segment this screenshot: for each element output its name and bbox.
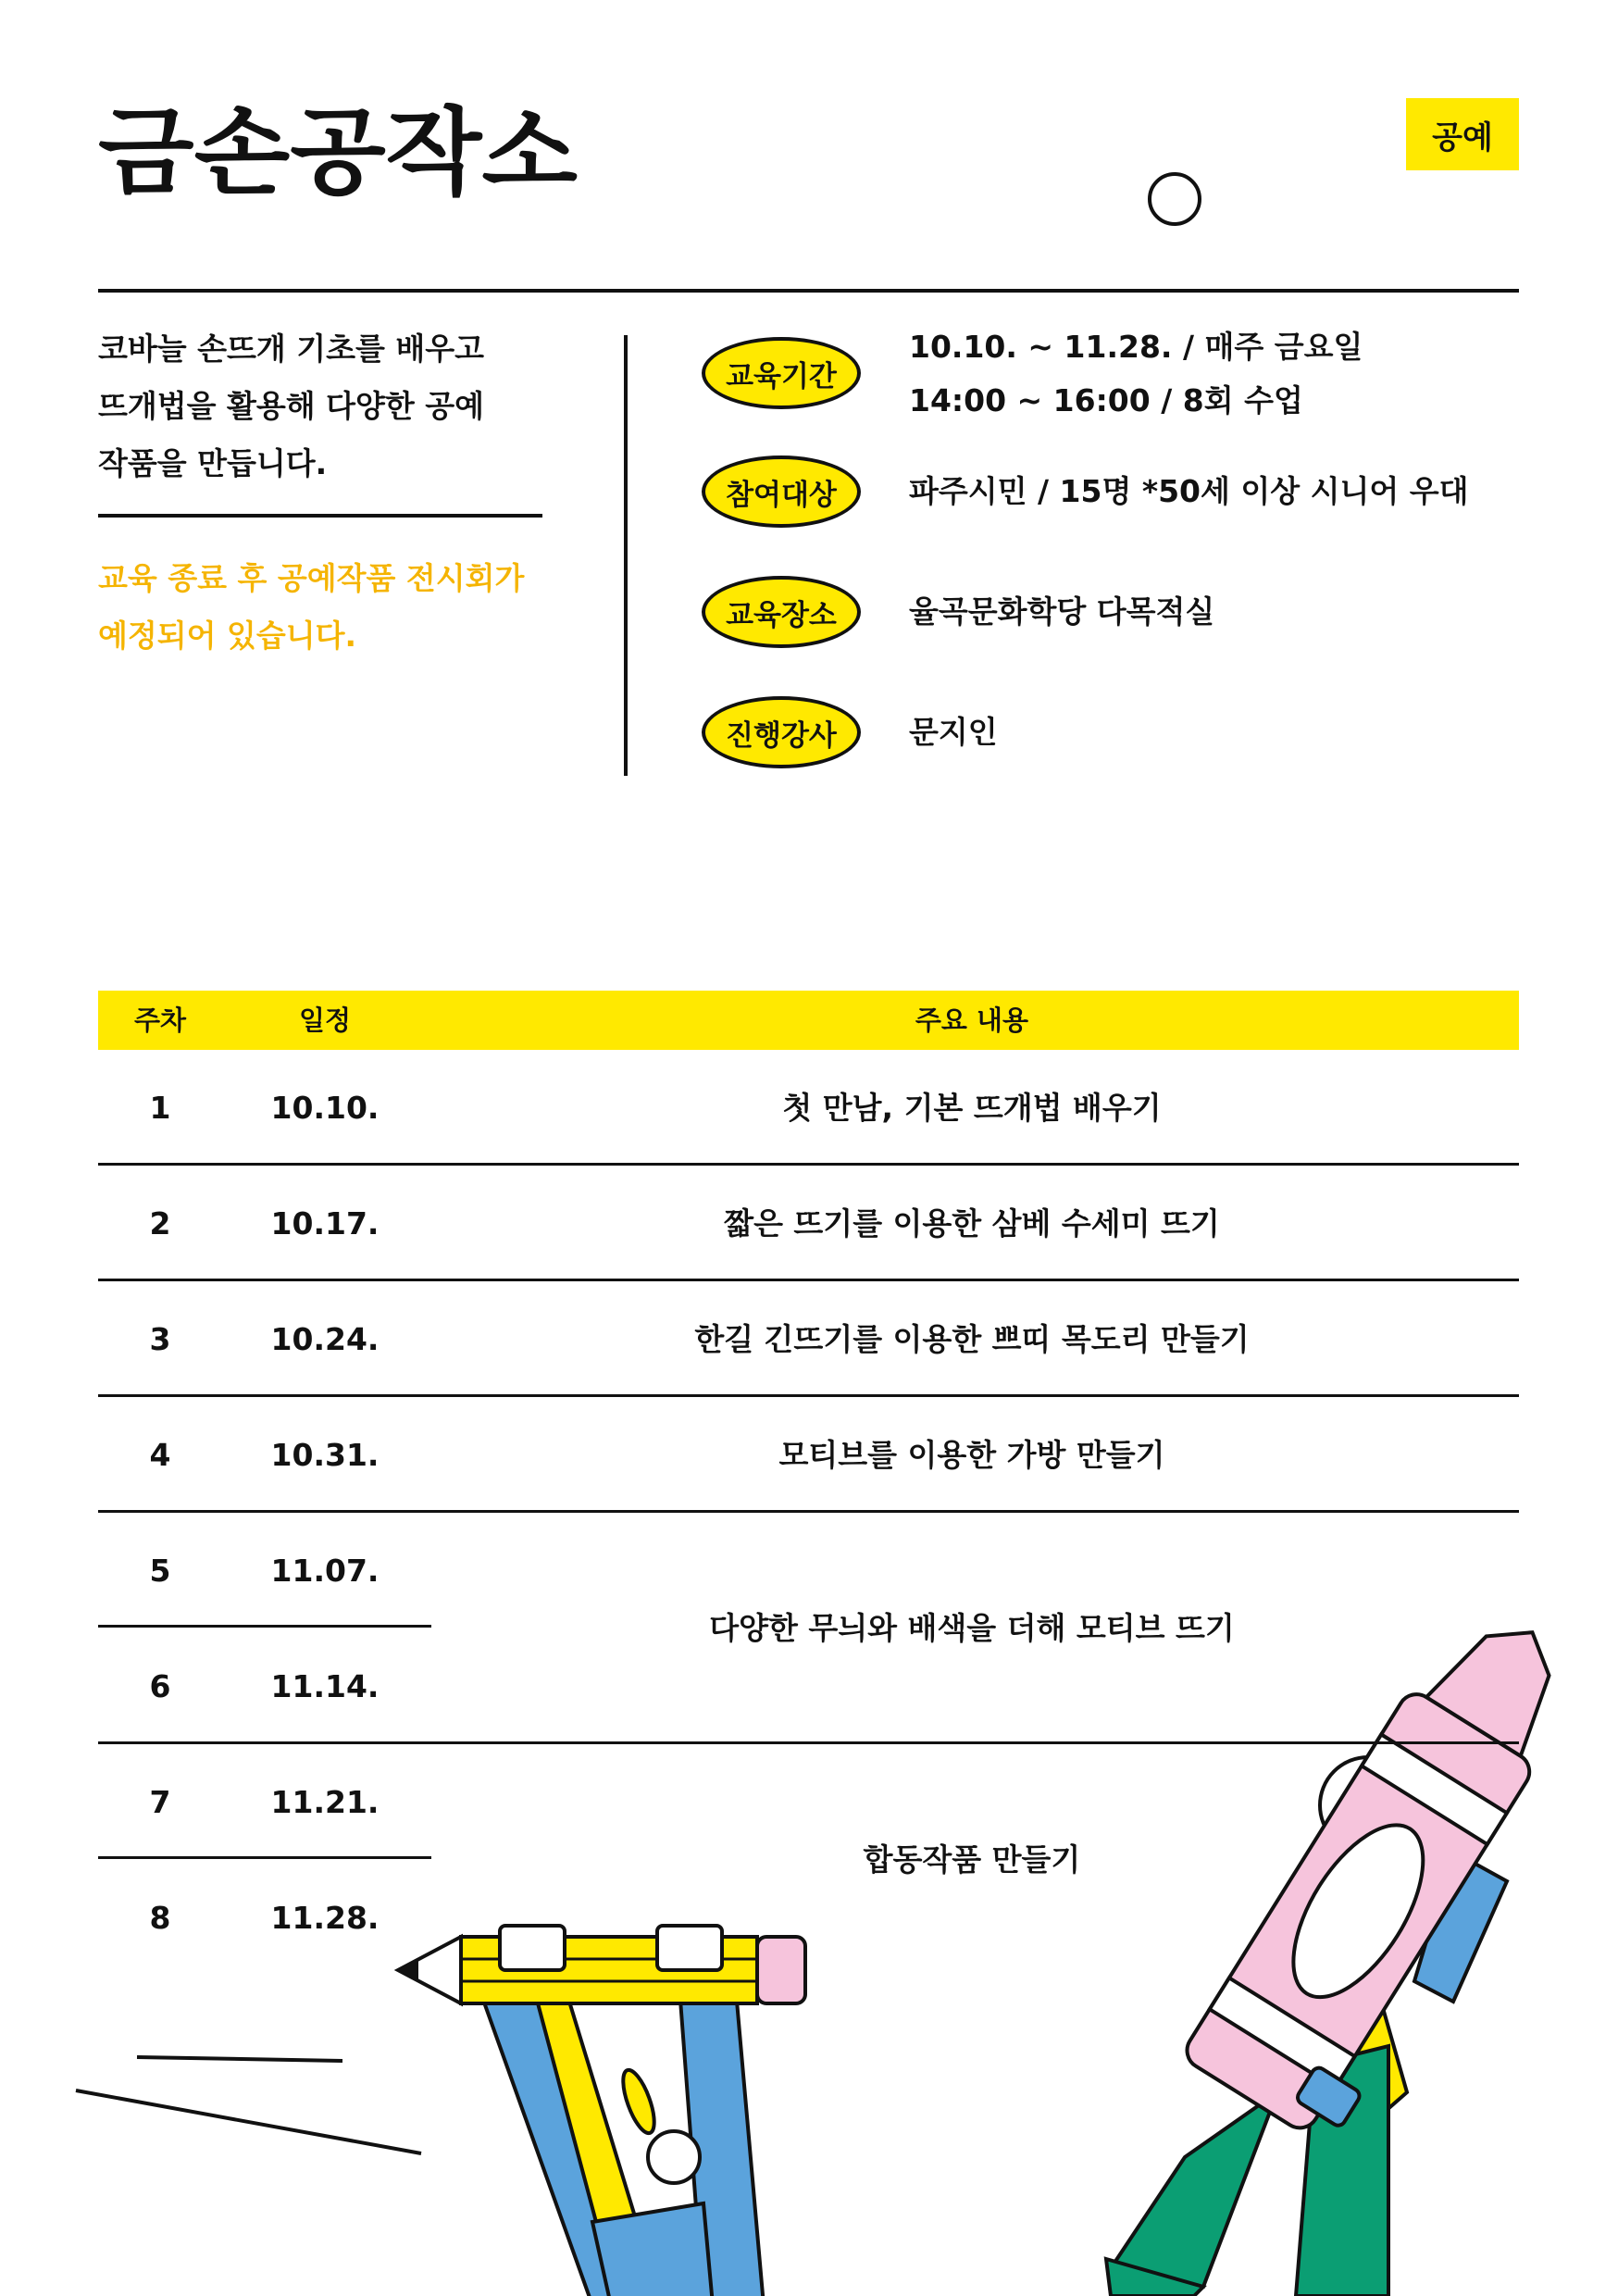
value-location: 율곡문화학당 다목적실 (909, 593, 1215, 630)
right-hand (657, 1926, 722, 1970)
label-location: 교육장소 (702, 576, 861, 648)
notice-line: 교육 종료 후 공예작품 전시회가 (98, 560, 525, 596)
week-cell: 5 (149, 1553, 171, 1589)
label-instructor: 진행강사 (702, 696, 861, 768)
content-cell: 첫 만남, 기본 뜨개법 배우기 (782, 1090, 1162, 1126)
date-cell: 11.14. (270, 1668, 380, 1704)
category-badge: 공예 (1406, 98, 1519, 170)
left-character (483, 1990, 764, 2296)
speed-line (137, 2057, 342, 2061)
value-period (909, 320, 1363, 428)
col-header-week: 주차 (133, 1004, 187, 1036)
value-target: 파주시민 / 15명 *50세 이상 시니어 우대 (909, 473, 1469, 509)
week-cell: 1 (149, 1090, 171, 1126)
content-cell: 한길 긴뜨기를 이용한 쁘띠 목도리 만들기 (694, 1321, 1250, 1357)
row-divider (98, 1741, 1519, 1744)
date-cell: 10.10. (270, 1090, 380, 1126)
logo-text: 금손공작소 (98, 98, 578, 204)
decorative-circle (1148, 172, 1201, 226)
row-divider (98, 1394, 1519, 1397)
exhibition-notice (98, 550, 598, 665)
label-period: 교육기간 (702, 337, 861, 409)
logo-mark (98, 93, 579, 204)
row-divider (98, 1279, 1519, 1281)
week-cell: 4 (149, 1437, 171, 1473)
sub-row-divider (98, 1856, 431, 1859)
intro-line: 코바늘 손뜨개 기초를 배우고 (98, 331, 485, 367)
logo (98, 93, 579, 204)
period-times: 14:00 ~ 16:00 / 8회 수업 (909, 382, 1303, 418)
label-target: 참여대상 (702, 455, 861, 528)
week-cell: 8 (149, 1900, 171, 1936)
col-header-date: 일정 (298, 1004, 352, 1036)
sub-row-divider (98, 1625, 431, 1628)
speed-line (76, 2090, 421, 2153)
intro-text (98, 320, 579, 493)
period-dates: 10.10. ~ 11.28. / 매주 금요일 (909, 329, 1363, 365)
week-cell: 3 (149, 1321, 171, 1357)
row-divider (98, 1510, 1519, 1513)
date-cell: 10.17. (270, 1205, 380, 1242)
illustration (0, 1574, 1618, 2296)
date-cell: 11.21. (270, 1784, 380, 1820)
col-header-content: 주요 내용 (915, 1004, 1029, 1036)
week-cell: 2 (149, 1205, 171, 1242)
notice-line: 예정되어 있습니다. (98, 618, 357, 654)
date-cell: 11.28. (270, 1900, 380, 1936)
content-cell: 짧은 뜨기를 이용한 삼베 수세미 뜨기 (724, 1205, 1220, 1242)
intro-divider (98, 514, 542, 518)
value-instructor: 문지인 (909, 714, 998, 750)
header-divider (98, 289, 1519, 293)
vertical-divider (624, 335, 628, 776)
date-cell: 11.07. (270, 1553, 380, 1589)
date-cell: 10.24. (270, 1321, 380, 1357)
content-cell: 모티브를 이용한 가방 만들기 (778, 1437, 1165, 1473)
week-cell: 7 (149, 1784, 171, 1820)
content-cell: 합동작품 만들기 (863, 1841, 1081, 1878)
left-hand (500, 1926, 565, 1970)
intro-line: 뜨개법을 활용해 다양한 공예 (98, 388, 485, 424)
character-head (648, 2131, 700, 2183)
intro-line: 작품을 만듭니다. (98, 445, 328, 481)
pencil-icon (398, 1926, 805, 2003)
content-cell: 다양한 무늬와 배색을 더해 모티브 뜨기 (709, 1610, 1235, 1646)
row-divider (98, 1163, 1519, 1166)
week-cell: 6 (149, 1668, 171, 1704)
date-cell: 10.31. (270, 1437, 380, 1473)
